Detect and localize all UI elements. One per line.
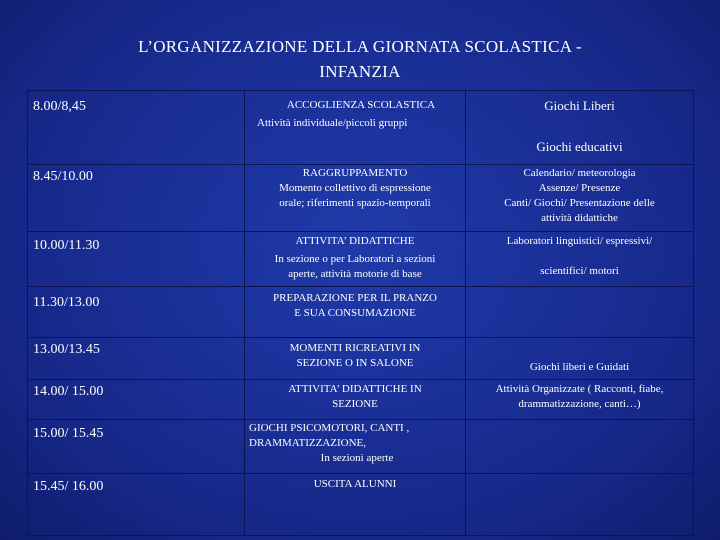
table-row bbox=[28, 474, 694, 536]
activity-text: In sezione o per Laboratori a sezioni bbox=[274, 253, 436, 265]
activity-cell bbox=[245, 232, 466, 287]
page-title bbox=[60, 34, 660, 84]
free-play-text: Giochi educativi bbox=[536, 139, 623, 154]
free-play-cell bbox=[466, 380, 694, 420]
free-play-cell bbox=[466, 287, 694, 338]
activity-text: Momento collettivo di espressione bbox=[279, 182, 431, 194]
activity-heading: E SUA CONSUMAZIONE bbox=[294, 307, 416, 319]
time-cell bbox=[28, 91, 245, 165]
free-play-cell bbox=[466, 91, 694, 165]
free-play-text: attività didattiche bbox=[541, 212, 618, 224]
title-line-2: INFANZIA bbox=[319, 62, 401, 81]
activity-cell bbox=[245, 380, 466, 420]
activity-cell bbox=[245, 338, 466, 380]
activity-cell bbox=[245, 165, 466, 232]
activity-heading: PREPARAZIONE PER IL PRANZO bbox=[273, 292, 437, 304]
activity-heading: RAGGRUPPAMENTO bbox=[302, 167, 408, 179]
time-label: 15.00/ 15.45 bbox=[33, 426, 104, 441]
activity-cell bbox=[245, 287, 466, 338]
table-row bbox=[28, 420, 694, 474]
activity-text: In sezioni aperte bbox=[320, 452, 394, 464]
table-row bbox=[28, 338, 694, 380]
time-cell bbox=[28, 420, 245, 474]
free-play-cell bbox=[466, 232, 694, 287]
time-cell bbox=[28, 232, 245, 287]
table-row bbox=[28, 287, 694, 338]
activity-text: Attività individuale/piccoli gruppi bbox=[257, 117, 408, 129]
activity-cell bbox=[245, 420, 466, 474]
activity-heading: ATTIVITA’ DIDATTICHE bbox=[295, 235, 415, 247]
free-play-text: Attività Organizzate ( Racconti, fiabe, bbox=[495, 383, 664, 395]
free-play-text: Giochi Liberi bbox=[544, 98, 615, 113]
activity-heading: DRAMMATIZZAZIONE, bbox=[249, 437, 367, 449]
free-play-text: Calendario/ meteorologia bbox=[523, 167, 636, 179]
time-label: 15.45/ 16.00 bbox=[33, 479, 104, 494]
activity-heading: ACCOGLIENZA SCOLASTICA bbox=[286, 99, 436, 111]
table-row bbox=[28, 91, 694, 165]
free-play-text: scientifici/ motori bbox=[540, 265, 619, 277]
activity-text: orale; riferimenti spazio-temporali bbox=[279, 197, 431, 209]
time-label: 14.00/ 15.00 bbox=[33, 384, 104, 399]
time-cell bbox=[28, 380, 245, 420]
time-label: 13.00/13.45 bbox=[33, 342, 100, 357]
free-play-cell bbox=[466, 474, 694, 536]
time-cell bbox=[28, 338, 245, 380]
activity-heading: MOMENTI RICREATIVI IN bbox=[289, 342, 421, 354]
activity-cell bbox=[245, 474, 466, 536]
time-label: 10.00/11.30 bbox=[33, 238, 100, 253]
free-play-text: Assenze/ Presenze bbox=[538, 182, 621, 194]
time-label: 8.00/8,45 bbox=[33, 99, 86, 114]
activity-heading: GIOCHI PSICOMOTORI, CANTI , bbox=[249, 422, 410, 434]
time-cell bbox=[28, 287, 245, 338]
free-play-text: Giochi liberi e Guidati bbox=[529, 361, 630, 373]
time-label: 11.30/13.00 bbox=[33, 295, 100, 310]
free-play-text: drammatizzazione, canti…) bbox=[518, 398, 641, 410]
activity-text: aperte, attività motorie di base bbox=[288, 268, 422, 280]
time-label: 8.45/10.00 bbox=[33, 169, 93, 184]
table-row bbox=[28, 165, 694, 232]
free-play-text: Laboratori linguistici/ espressivi/ bbox=[506, 235, 653, 247]
free-play-cell bbox=[466, 165, 694, 232]
free-play-text: Canti/ Giochi/ Presentazione delle bbox=[504, 197, 655, 209]
activity-heading: SEZIONE bbox=[332, 398, 378, 410]
time-cell bbox=[28, 474, 245, 536]
activity-cell bbox=[245, 91, 466, 165]
table-row bbox=[28, 380, 694, 420]
activity-heading: SEZIONE O IN SALONE bbox=[296, 357, 414, 369]
activity-heading: USCITA ALUNNI bbox=[313, 478, 397, 490]
schedule-table bbox=[27, 90, 694, 536]
table-row bbox=[28, 232, 694, 287]
title-line-1: L’ORGANIZZAZIONE DELLA GIORNATA SCOLASTICA - bbox=[138, 37, 582, 56]
free-play-cell bbox=[466, 420, 694, 474]
activity-heading: ATTIVITA’ DIDATTICHE IN bbox=[288, 383, 422, 395]
free-play-cell bbox=[466, 338, 694, 380]
time-cell bbox=[28, 165, 245, 232]
